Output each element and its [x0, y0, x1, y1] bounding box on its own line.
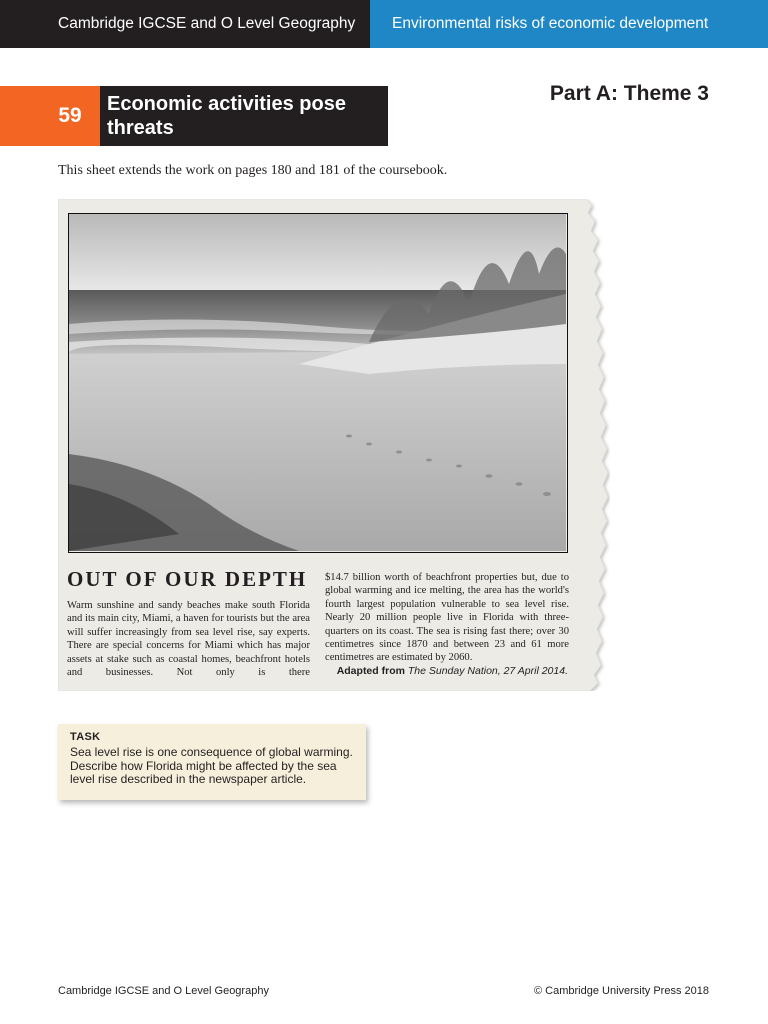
- sheet-title: [100, 86, 388, 146]
- part-theme-label: Part A: Theme 3: [549, 82, 709, 105]
- task-label: TASK: [70, 731, 101, 743]
- article-column-left: Warm sunshine and sandy beaches make south Florida and its main city, Miami, a haven for tourists but the area will suffer increasingly from sea level rise, say experts. There are special concerns for Miami which has major assets at stake such as coastal homes, beachfront hotels and businesses. Not only is there: [67, 600, 310, 679]
- article-column-right: $14.7 billion worth of beachfront properties but, due to global warming and ice melting, the area has the world's fourth largest population vulnerable to sea level rise. Nearly 20 million people live in Florida with three-quarters on its coast. The sea is rising fast there; over 30 centimetres since 1870 and between 23 and 61 more centimetres are estimated by 2060.: [325, 572, 569, 664]
- beach-dune-image: [69, 214, 566, 551]
- article-source: [337, 665, 568, 677]
- chapter-title: Environmental risks of economic development: [370, 0, 768, 48]
- source-prefix: Adapted from: [336, 665, 405, 677]
- task-box: [58, 724, 366, 800]
- article-headline: OUT OF OUR DEPTH: [67, 567, 308, 591]
- beach-photo: [68, 213, 568, 553]
- footer-book-title: Cambridge IGCSE and O Level Geography: [58, 985, 269, 997]
- sheet-number: 59: [0, 86, 100, 146]
- sheet-title-line2: threats: [107, 117, 174, 139]
- top-header-bar: [0, 0, 768, 48]
- newspaper-clipping: [58, 199, 610, 691]
- book-title: Cambridge IGCSE and O Level Geography: [0, 0, 370, 48]
- sheet-title-line1: Economic activities pose: [107, 93, 346, 115]
- source-title: The Sunday Nation, 27 April 2014.: [407, 665, 568, 677]
- intro-text: This sheet extends the work on pages 180 and 181 of the coursebook.: [58, 163, 448, 178]
- footer-copyright: © Cambridge University Press 2018: [533, 985, 709, 997]
- task-text: Sea level rise is one consequence of global warming. Describe how Florida might be affected by the sea level rise described in the newspaper article.: [70, 745, 353, 787]
